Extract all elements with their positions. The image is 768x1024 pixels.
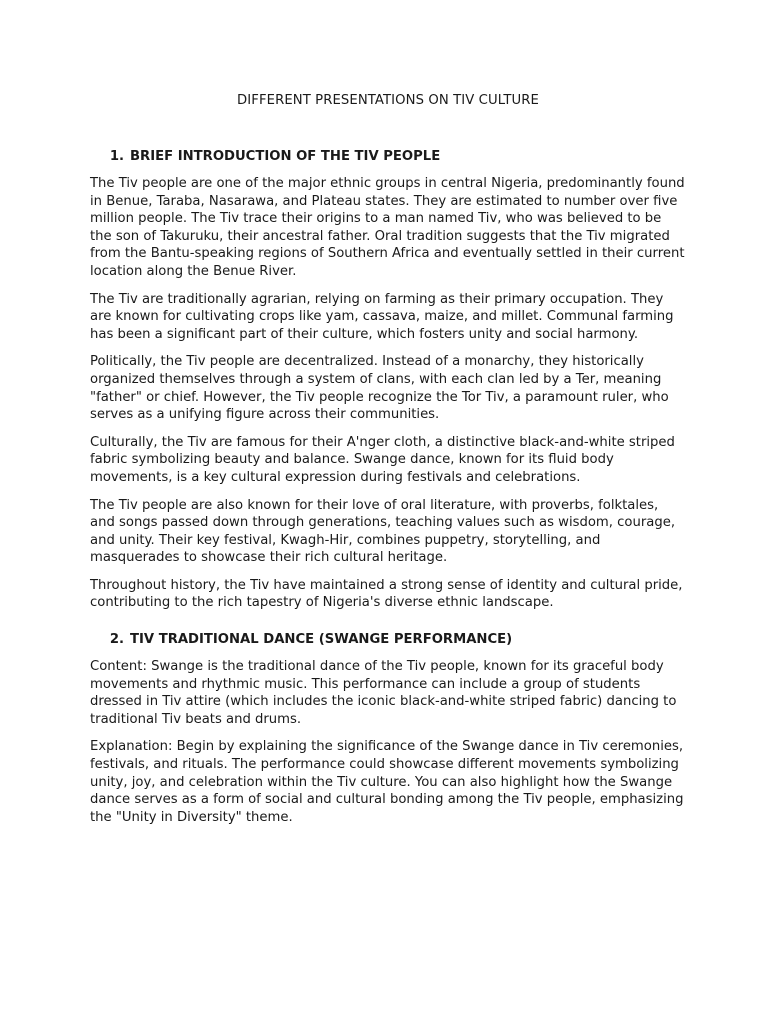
- paragraph: The Tiv people are one of the major ethnic groups in central Nigeria, predominantly found in Benue, Taraba, Nasarawa, and Plateau states. They are estimated to number over five million people. The Tiv trace their origins to a man named Tiv, who was believed to be the son of Takuruku, their ancestral father. Oral tradition suggests that the Tiv migrated from the Bantu-speaking regions of Southern Africa and eventually settled in their current location along the Benue River.: [90, 176, 685, 279]
- paragraph: The Tiv people are also known for their love of oral literature, with proverbs, folktales, and songs passed down through generations, teaching values such as wisdom, courage, and unity. Their key festival, Kwagh-Hir, combines puppetry, storytelling, and masquerades to showcase their rich cultural heritage.: [90, 497, 676, 566]
- section-tiv-introduction: [90, 148, 686, 612]
- paragraph: Culturally, the Tiv are famous for their A'nger cloth, a distinctive black-and-white striped fabric symbolizing beauty and balance. Swange dance, known for its fluid body movements, is a key cultural expression during festivals and celebrations.: [90, 434, 675, 485]
- section-heading-text: BRIEF INTRODUCTION OF THE TIV PEOPLE: [130, 149, 441, 164]
- paragraph: Explanation: Begin by explaining the significance of the Swange dance in Tiv ceremonies, festivals, and rituals. The performance could showcase different movements symbolizing unity, joy, and celebration within the Tiv culture. You can also highlight how the Swange dance serves as a form of social and cultural bonding among the Tiv people, emphasizing the "Unity in Diversity" theme.: [90, 739, 684, 825]
- paragraph: Throughout history, the Tiv have maintained a strong sense of identity and cultural pride, contributing to the rich tapestry of Nigeria's diverse ethnic landscape.: [90, 577, 683, 611]
- document-title: DIFFERENT PRESENTATIONS ON TIV CULTURE: [237, 93, 539, 108]
- document-page: [90, 92, 686, 836]
- section-number: [90, 148, 130, 166]
- section-swange-dance: [90, 631, 686, 826]
- section-number: [90, 631, 130, 649]
- paragraph: The Tiv are traditionally agrarian, relying on farming as their primary occupation. They are known for cultivating crops like yam, cassava, maize, and millet. Communal farming has been a significant part of their culture, which fosters unity and social harmony.: [90, 291, 674, 342]
- section-number-text: 2.: [109, 632, 124, 648]
- paragraph: Politically, the Tiv people are decentralized. Instead of a monarchy, they historically organized themselves through a system of clans, with each clan led by a Ter, meaning "father" or chief. However, the Tiv people recognize the Tor Tiv, a paramount ruler, who serves as a unifying figure across their communities.: [90, 354, 669, 423]
- section-number-text: 1.: [109, 149, 124, 164]
- section-heading: [90, 631, 686, 649]
- section-heading-text: TIV TRADITIONAL DANCE (SWANGE PERFORMANCE): [130, 632, 513, 648]
- section-heading: [90, 148, 686, 166]
- paragraph: Content: Swange is the traditional dance of the Tiv people, known for its graceful body movements and rhythmic music. This performance can include a group of students dressed in Tiv attire (which includes the iconic black-and-white striped fabric) dancing to traditional Tiv beats and drums.: [90, 659, 677, 727]
